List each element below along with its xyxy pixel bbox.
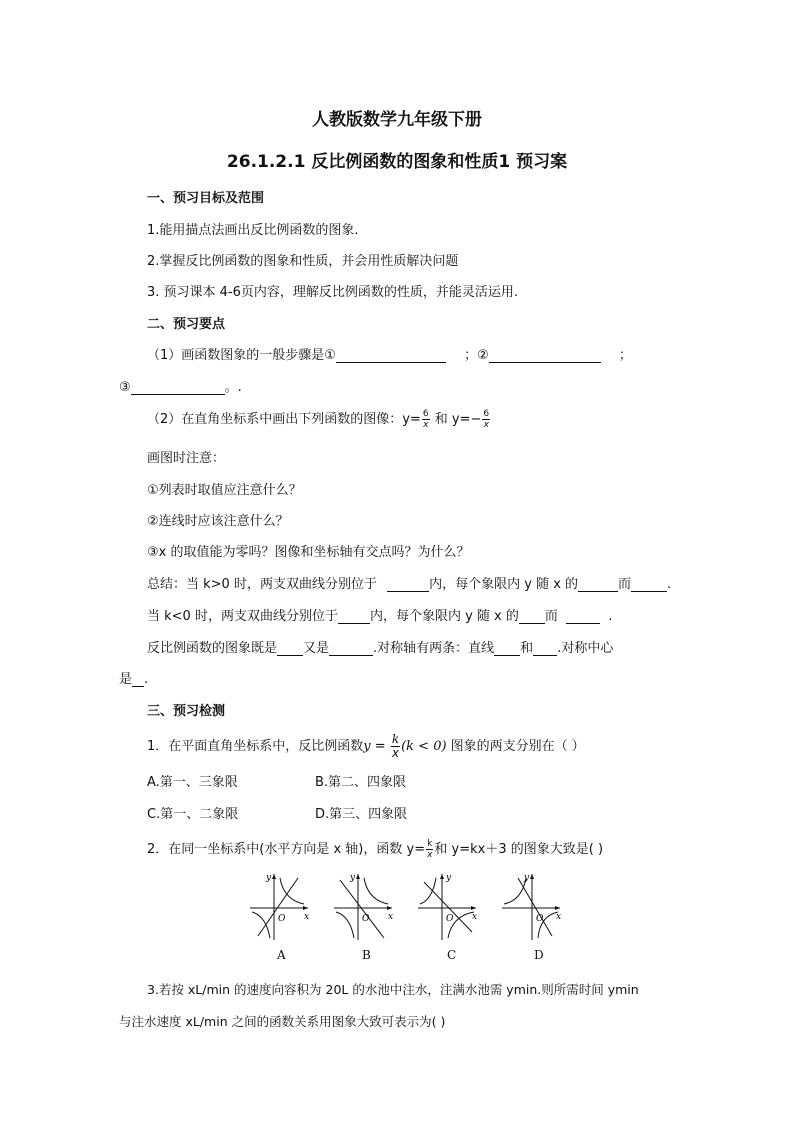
goal-item-2: 2.掌握反比例函数的图象和性质，并会用性质解决问题	[147, 254, 459, 269]
keypoint-q1-line2-suffix: 。.	[224, 380, 242, 395]
keypoint-q2	[147, 408, 491, 430]
summary-2-text-a: 当 k<0 时，两支双曲线分别位于	[147, 609, 338, 624]
summary-4-text-b: .	[144, 672, 149, 687]
check-q1	[147, 733, 585, 760]
keypoint-q2-prefix: （2）在直角坐标系中画出下列函数的图像：y=	[147, 412, 421, 427]
keypoint-q1-sep1: ；②	[464, 348, 489, 363]
check-q3-line2: 与注水速度 xL/min 之间的函数关系用图象大致可表示为( )	[119, 1014, 446, 1029]
answer-blank-step3[interactable]	[131, 380, 225, 395]
graph-b-curve-1	[364, 878, 388, 904]
keypoint-q1-line2-prefix: ③	[119, 380, 131, 395]
graph-c-x-label: x	[472, 912, 478, 922]
summary-2-text-c: 而	[544, 609, 558, 624]
graph-d-y-arrow	[530, 874, 534, 879]
answer-blank-axis-line-2[interactable]	[533, 641, 557, 656]
summary-1-text-a: 总结：当 k>0 时，两支双曲线分别位于	[147, 577, 377, 592]
check-q1-eq: =	[370, 739, 390, 754]
keypoint-q1-line2	[119, 376, 242, 395]
document-title: 人教版数学九年级下册	[312, 110, 482, 130]
graph-a-curve-1	[280, 878, 304, 904]
graph-b	[334, 873, 393, 940]
graph-label-b[interactable]: B	[362, 948, 371, 962]
summary-3-text-a: 反比例函数的图象既是	[147, 641, 278, 656]
fraction-6-over-x: $\frac{6}{x}$	[422, 409, 429, 430]
graph-d	[502, 873, 561, 940]
graph-c-y-arrow	[440, 874, 444, 879]
check-q3-line1: 3.若按 xL/min 的速度向容积为 20L 的水池中注水，注满水池需 ymin.则所需时间 ymin	[147, 982, 639, 997]
answer-blank-k-negative-trend[interactable]	[566, 609, 600, 624]
note-1: ①列表时取值应注意什么？	[147, 483, 302, 498]
graph-a-o-label: O	[278, 914, 286, 924]
graph-d-line	[518, 878, 552, 936]
answer-graphs	[240, 870, 560, 942]
option-c[interactable]: C.第一、二象限	[147, 807, 239, 822]
keypoint-q2-and: 和 y=−	[434, 412, 482, 427]
graph-a-y-arrow	[272, 874, 276, 879]
summary-1-text-b: 内，每个象限内 y 随 x 的	[429, 577, 579, 592]
goal-item-3: 3. 预习课本 4-6页内容，理解反比例函数的性质，并能灵活运用.	[147, 285, 519, 300]
summary-3-text-e: .对称中心	[557, 641, 614, 656]
graph-b-curve-2	[336, 912, 354, 938]
graph-d-curve-1	[504, 878, 526, 904]
option-a[interactable]: A.第一、三象限	[147, 775, 238, 790]
graph-b-x-arrow	[387, 906, 392, 910]
graph-a-y-label: y	[266, 873, 272, 883]
graph-b-y-arrow	[356, 874, 360, 879]
keypoint-q1-sep2: ；	[618, 348, 632, 363]
summary-3-text-c: .对称轴有两条：直线	[373, 641, 495, 656]
answer-blank-k-positive-change[interactable]	[578, 577, 618, 592]
option-b[interactable]: B.第二、四象限	[315, 775, 407, 790]
summary-line-2	[147, 605, 612, 624]
summary-3-text-d: 和	[520, 641, 534, 656]
graph-b-line	[340, 880, 384, 938]
graph-b-x-label: x	[388, 912, 394, 922]
graph-label-c[interactable]: C	[447, 948, 457, 962]
fraction-k-over-x: $\frac{k}{x}$	[391, 732, 400, 760]
answer-blank-symmetry-type-1[interactable]	[277, 641, 303, 656]
note-2: ②连线时应该注意什么？	[147, 514, 289, 529]
summary-line-1	[147, 573, 671, 592]
graph-a-line	[258, 878, 298, 936]
keypoint-q1-prefix: （1）画函数图象的一般步骤是①	[147, 348, 336, 363]
lesson-title: 26.1.2.1 反比例函数的图象和性质1 预习案	[226, 152, 568, 172]
keypoint-q1-line1	[147, 344, 632, 363]
section-heading-keypoints: 二、预习要点	[147, 317, 226, 332]
fraction-k-over-x-small: $\frac{k}{x}$	[427, 839, 433, 860]
answer-blank-k-positive-trend[interactable]	[631, 577, 667, 592]
summary-1-text-c: 而	[618, 577, 632, 592]
graph-c-o-label: O	[446, 914, 454, 924]
graph-a-x-arrow	[303, 906, 308, 910]
graph-c-line	[424, 882, 472, 932]
summary-1-text-d: .	[667, 577, 672, 592]
graph-c-y-label: y	[446, 873, 452, 883]
note-3: ③x 的取值能为零吗？图像和坐标轴有交点吗？为什么？	[147, 545, 470, 560]
graph-c-curve-1	[420, 878, 436, 904]
graph-a	[250, 873, 309, 940]
summary-line-4	[119, 668, 148, 687]
check-q2-prefix: 2．在同一坐标系中(水平方向是 x 轴)，函数 y=	[147, 842, 426, 857]
check-q1-y: y	[363, 739, 371, 754]
summary-2-text-b: 内，每个象限内 y 随 x 的	[369, 609, 519, 624]
graph-d-x-label: x	[556, 912, 562, 922]
graph-d-o-label: O	[536, 914, 544, 924]
answer-blank-symmetry-type-2[interactable]	[329, 641, 373, 656]
answer-blank-center[interactable]	[132, 672, 144, 687]
goal-item-1: 1.能用描点法画出反比例函数的图象.	[147, 223, 359, 238]
graph-d-y-label: y	[524, 873, 530, 883]
graph-c	[418, 873, 477, 940]
graph-c-x-arrow	[471, 906, 476, 910]
check-q2-suffix: 和 y=kx＋3 的图象大致是( )	[434, 842, 604, 857]
answer-blank-k-negative-quadrants[interactable]	[338, 609, 370, 624]
graph-label-d[interactable]: D	[534, 948, 544, 962]
notes-heading: 画图时注意：	[147, 451, 226, 466]
answer-blank-k-positive-quadrants[interactable]	[387, 577, 429, 592]
check-q1-suffix: 图象的两支分别在（ ）	[446, 739, 585, 754]
graph-d-x-arrow	[555, 906, 560, 910]
section-heading-check: 三、预习检测	[147, 704, 226, 719]
graph-b-y-label: y	[350, 873, 356, 883]
summary-line-3	[147, 637, 613, 656]
summary-3-text-b: 又是	[303, 641, 330, 656]
summary-2-text-d: .	[608, 609, 613, 624]
answer-blank-axis-line-1[interactable]	[494, 641, 520, 656]
check-q2	[147, 838, 603, 860]
answer-blank-step2[interactable]	[489, 348, 601, 363]
option-d[interactable]: D.第三、四象限	[315, 807, 408, 822]
graph-a-x-label: x	[304, 912, 310, 922]
graph-b-o-label: O	[362, 914, 370, 924]
check-q1-prefix: 1．在平面直角坐标系中，反比例函数	[147, 739, 364, 754]
check-q1-condition: (k < 0)	[401, 739, 447, 754]
section-heading-goals: 一、预习目标及范围	[147, 191, 265, 206]
answer-blank-step1[interactable]	[336, 348, 446, 363]
graph-label-a[interactable]: A	[277, 948, 286, 962]
fraction-neg-6-over-x: $\frac{6}{x}$	[483, 409, 490, 430]
answer-blank-k-negative-change[interactable]	[519, 609, 545, 624]
summary-4-text-a: 是	[119, 672, 133, 687]
graph-a-curve-2	[252, 912, 270, 938]
